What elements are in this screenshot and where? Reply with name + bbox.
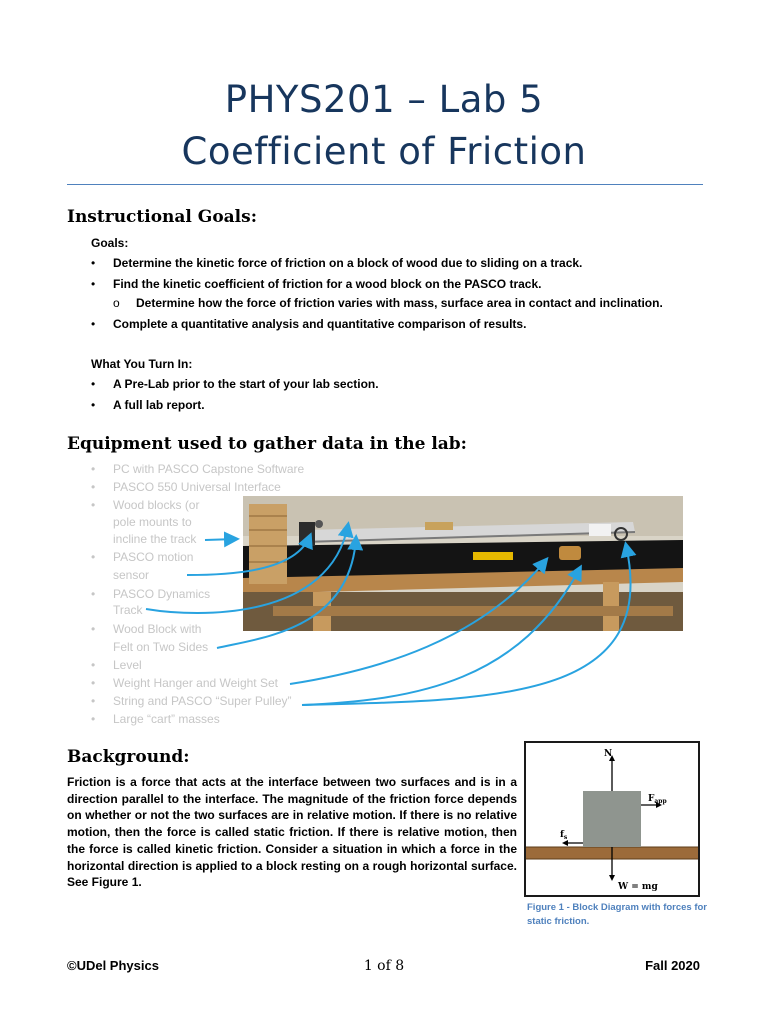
equipment-item: Wood Block with [113,622,202,636]
bullet-icon: • [91,550,96,564]
bullet-icon: • [91,658,96,672]
applied-force-label: $F_{app}$ [648,794,667,805]
bullet-icon: • [91,676,96,690]
block [583,791,641,847]
equipment-item: PASCO motion [113,550,194,564]
equipment-item: PC with PASCO Capstone Software [113,462,305,476]
instructional-goals-heading: Instructional Goals: [67,207,257,227]
equipment-item: PASCO 550 Universal Interface [113,480,281,494]
page-subtitle: Coefficient of Friction [181,130,587,173]
turn-in-label: What You Turn In: [91,357,193,371]
goals-label: Goals: [91,236,129,250]
bullet-icon: • [91,694,96,708]
turn-in-item: A full lab report. [113,398,205,412]
bullet-icon: • [91,377,96,391]
footer-page-number: 1 of 8 [363,958,405,974]
goal-item: Determine the kinetic force of friction on a block of wood due to sliding on a track. [113,256,583,270]
equipment-item-continued: pole mounts to [113,515,192,529]
equipment-item-continued: Felt on Two Sides [113,640,209,654]
weight-label: W = mg [618,882,658,892]
sub-bullet-icon: o [113,296,120,310]
footer-copyright: ©UDel Physics [67,958,159,973]
background-heading: Background: [67,747,190,767]
figure-1-caption: Figure 1 - Block Diagram with forces for static friction. [527,902,708,927]
sub-goal-item: Determine how the force of friction varies with mass, surface area in contact and inclination. [136,296,663,310]
equipment-heading: Equipment used to gather data in the lab: [67,434,467,454]
bullet-icon: • [91,317,96,331]
bullet-icon: • [91,277,96,291]
background-paragraph: Friction is a force that acts at the interface between two surfaces and is in a direction parallel to the interface. The magnitude of the friction force depends on whether or not the two surfaces are in relative motion. If there is no relative motion, then the force is called static friction. If there is relative motion, then the force is called kinetic friction. Consider a situation in which a force in the horizontal direction is applied to a block resting on a rough horizontal surface. See Figure 1. [67,775,517,890]
equipment-item: Weight Hanger and Weight Set [113,676,278,690]
equipment-item-continued: incline the track [113,532,197,546]
goal-item: Complete a quantitative analysis and quantitative comparison of results. [113,317,527,331]
bullet-icon: • [91,480,96,494]
figure-1-block-diagram [524,741,700,897]
equipment-item: PASCO Dynamics [113,587,211,601]
bullet-icon: • [91,398,96,412]
bullet-icon: • [91,256,96,270]
equipment-item: Level [113,658,142,672]
bullet-icon: • [91,712,96,726]
footer-term: Fall 2020 [645,958,700,973]
equipment-item: String and PASCO “Super Pulley” [113,694,292,708]
equipment-item: Large “cart” masses [113,712,220,726]
bullet-icon: • [91,622,96,636]
equipment-item: Wood blocks (or [113,498,200,512]
bullet-icon: • [91,587,96,601]
normal-force-label: N [604,749,613,759]
friction-force-label: $f_s$ [560,830,568,841]
bullet-icon: • [91,462,96,476]
goal-item: Find the kinetic coefficient of friction for a wood block on the PASCO track. [113,277,542,291]
equipment-item-continued: sensor [113,568,150,582]
equipment-item-continued: Track [113,603,143,617]
turn-in-item: A Pre-Lab prior to the start of your lab section. [113,377,379,391]
page-title: PHYS201 – Lab 5 [224,78,544,121]
bullet-icon: • [91,498,96,512]
